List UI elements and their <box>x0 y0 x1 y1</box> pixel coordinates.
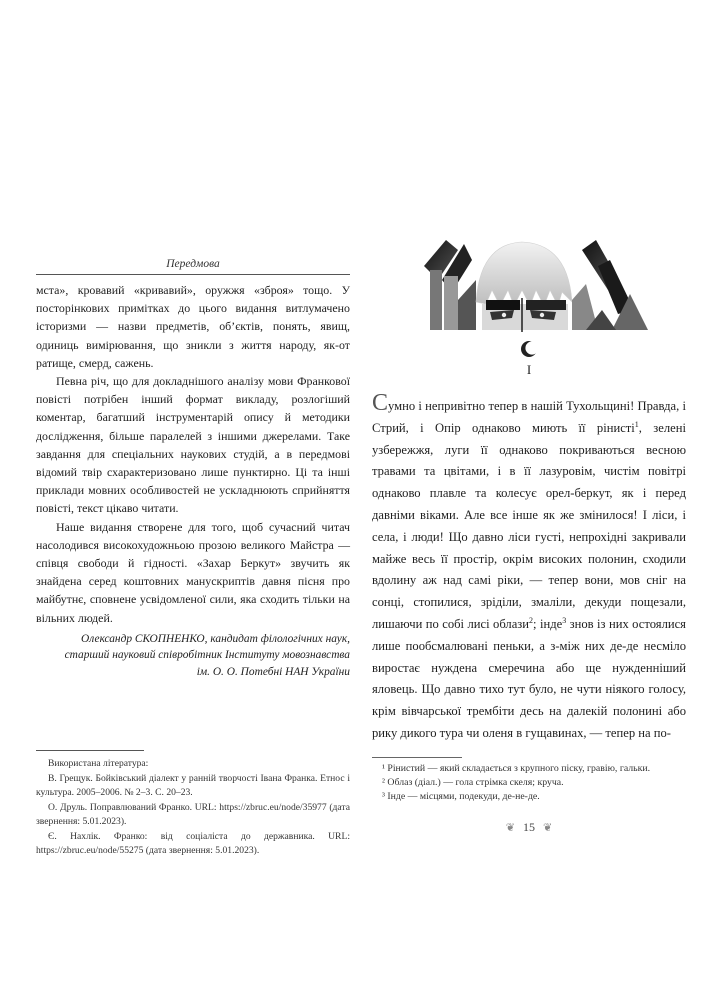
references <box>36 750 350 859</box>
chapter-text-segment: , зелені узбережжя, луги її однаково покриваються весною травами та цвітами, і в її лазуровім, чистім повітрі однаково плавле та колесує орел-беркут, як і перед давніми віками. Але все інше як же змінилося! І ліси, і села, і люди! Що давно ліси густі, непрохідні закривали майже весь її простір, окрім високих полонин, сходили вдолину аж над самі ріки, — тепер вони, мов сніг на сонці, стопилися, зріділи, змаліли, декуди пощезали, лишаючи по собі лисі облази <box>372 420 686 631</box>
leaf-ornament-icon: ❦ <box>505 821 515 834</box>
preface-paragraph: Певна річ, що для докладнішого аналізу мови Франкової повісті потрібен інший формат викладу, розлогіший коментар, багатший інструментарій опису й методики дослідження, більше паралелей з іншими джерелами. Таке завдання для спеціальних наукових студій, а в передмові відомий твір схарактеризовано лише пунктирно. Ці та інші приклади мовних особливостей не ускладнюють сприйняття повісті, текст цікаво читати. <box>36 374 350 516</box>
footnotes-divider <box>372 757 462 758</box>
chapter-illustration <box>372 240 686 332</box>
chapter-text-segment: умно і непривітно тепер в нашій Тухольщині! Правда, і Стрий, і Опір однаково миють її рінисті <box>372 399 686 435</box>
hero-face-illustration <box>372 240 686 332</box>
drop-cap: С <box>372 390 389 416</box>
preface-body <box>36 281 350 627</box>
author-signature <box>36 631 350 681</box>
footnote-mark: 3 <box>562 615 567 625</box>
page-folio <box>372 820 686 835</box>
signature-line: Олександр СКОПНЕНКО, кандидат філологічних наук, <box>81 632 350 645</box>
footnote-mark: 2 <box>529 615 534 625</box>
footnotes <box>372 753 686 804</box>
reference-item: В. Грещук. Бойківський діалект у ранній творчості Івана Франка. Етнос і культура. 2005–2006. № 2–3. С. 20–23. <box>36 772 350 799</box>
chapter-text-segment: знов із них остоялися лише пообсмалювані пеньки, а з-між них де-де несміло виростає нуждена смеречина або ще нужденніший яловець. Що давно тихо тут було, не чути ніякого голосу, крім вівчарської трембіти десь на далекій полонині або рику дикого тура чи оленя в гущавинах, — тепер на по- <box>372 616 686 740</box>
chapter-number: I <box>526 362 532 377</box>
chapter-text <box>372 390 686 745</box>
footnote: ³ Інде — місцями, подекуди, де-не-де. <box>382 790 540 802</box>
preface-paragraph: Наше видання створене для того, щоб сучасний читач насолодився високохудожньою прозою великого Майстра — співця свободи й гідності. «Захар Беркут» звучить як знайдена серед коштовних манускриптів давня пісня про майбутнє, сповнене усвідомленої сили, яка сходить тільки на вільних людей. <box>36 519 350 625</box>
chapter-paragraph <box>372 390 686 745</box>
crescent-moon-icon <box>520 340 538 358</box>
reference-item: О. Друль. Поправлюваний Франко. URL: https://zbruc.eu/node/35977 (дата звернення: 5.01.2023). <box>36 801 350 828</box>
leaf-ornament-icon: ❦ <box>543 821 553 834</box>
footnote-mark: 1 <box>634 419 639 429</box>
signature-line: старший науковий співробітник Інституту мовознавства <box>64 649 350 662</box>
footnote: ² Облаз (діал.) — гола стрімка скеля; круча. <box>382 776 564 788</box>
chapter-text-segment: ; інде <box>533 616 563 631</box>
footnote: ¹ Рінистий — який складається з крупного піску, гравію, гальки. <box>382 762 651 774</box>
references-divider <box>36 750 144 751</box>
running-head: Передмова <box>36 258 350 275</box>
page-number: 15 <box>523 819 535 834</box>
references-heading: Використана література: <box>48 758 149 770</box>
reference-item: Є. Нахлік. Франко: від соціаліста до державника. URL: https://zbruc.eu/node/55275 (дата звернення: 5.01.2023). <box>36 830 350 857</box>
preface-paragraph: мста», кровавий «кривавий», оружжя «зброя» тощо. У посторінкових примітках до цього видання витлумачено історизми — назви предметів, об’єктів, понять, явищ, одиниць вимірювання, що зникли з життя народу, як-от ратище, смерд, сажень. <box>36 283 350 370</box>
left-page <box>36 258 350 859</box>
right-page <box>372 240 686 835</box>
signature-line: ім. О. О. Потебні НАН України <box>196 665 350 678</box>
